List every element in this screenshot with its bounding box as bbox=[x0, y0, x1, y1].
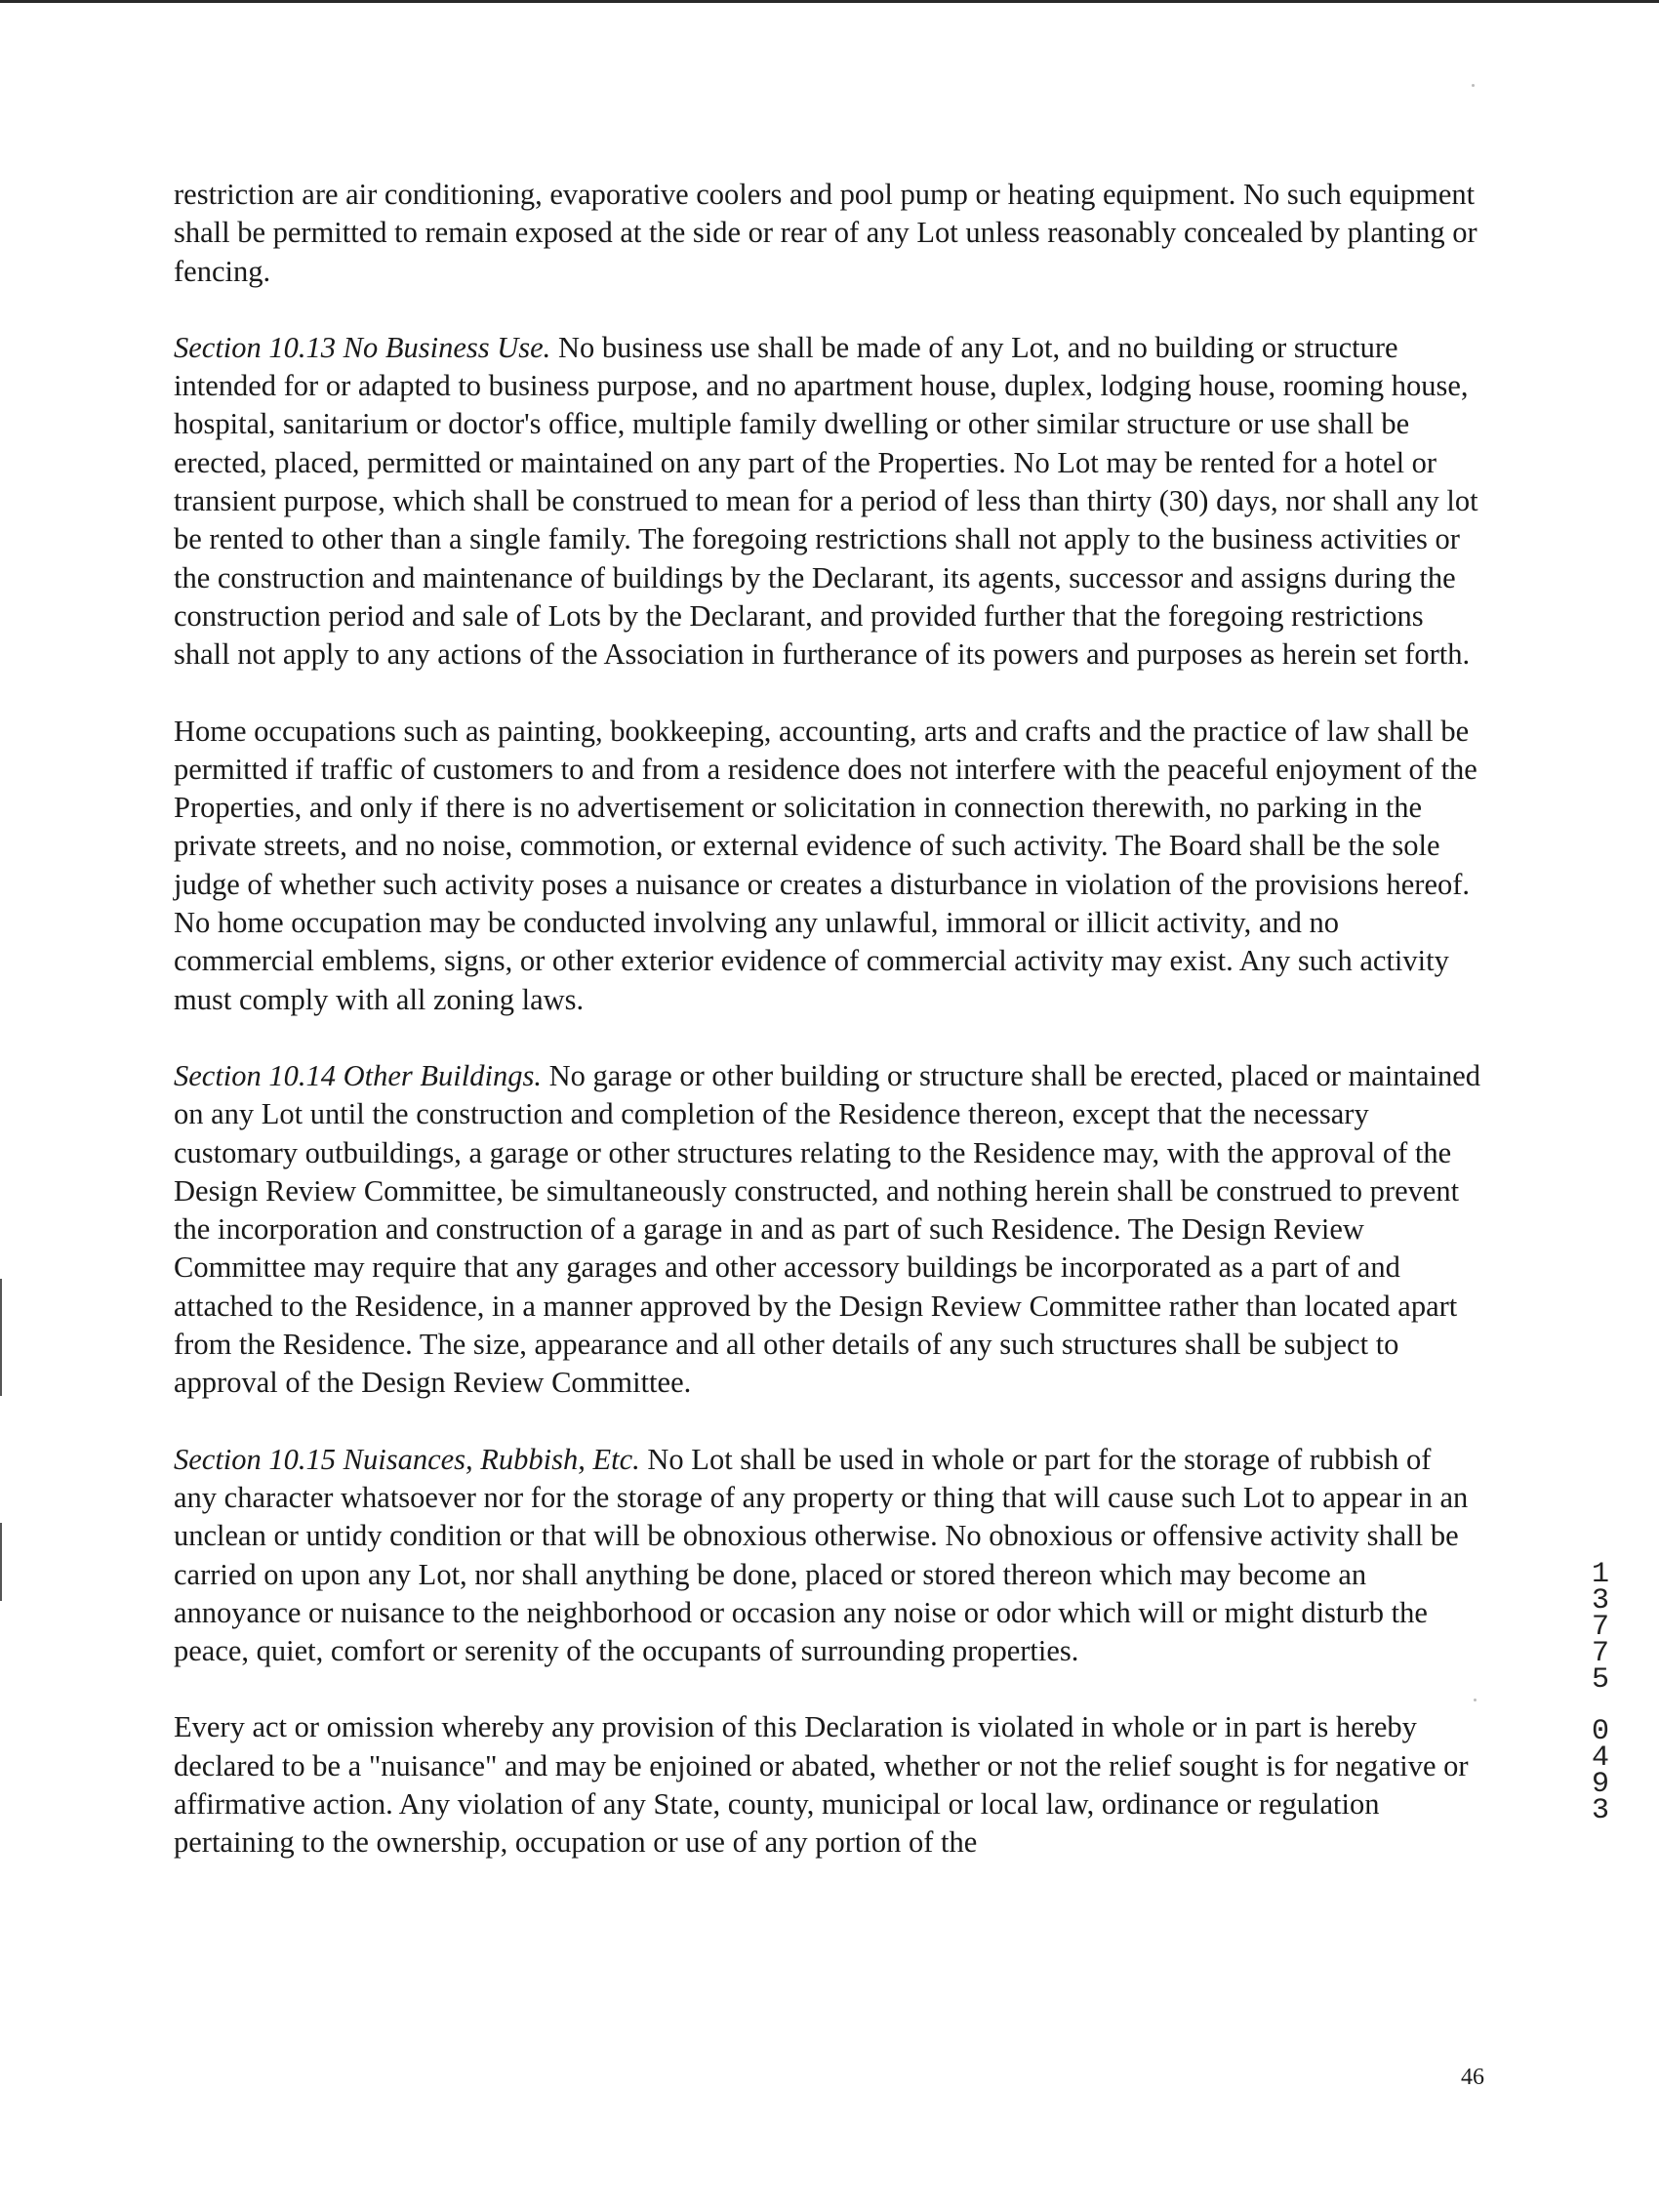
page-number: 46 bbox=[1461, 2065, 1484, 2090]
section-10-14-other-buildings bbox=[174, 1057, 1481, 1403]
scan-edge-mark bbox=[0, 1523, 2, 1601]
scan-edge-mark bbox=[0, 1279, 2, 1396]
recording-number-vertical bbox=[1586, 1558, 1615, 1827]
paragraph-equipment-restriction bbox=[174, 176, 1481, 291]
section-body: No garage or other building or structure shall be erected, placed or maintained on any Lot until the construction and completion of the Residence thereon, except that the necessary customary outbuildings, a garage or other structures relating to the Residence may, with the approval of the Design Review Committee, be simultaneously constructed, and nothing herein shall be construed to prevent the incorporation and construction of a garage in and as part of such Residence. The Design Review Committee may require that any garages and other accessory buildings be incorporated as a part of and attached to the Residence, in a manner approved by the Design Review Committee rather than located apart from the Residence. The size, appearance and all other details of any such structures shall be subject to approval of the Design Review Committee. bbox=[174, 1058, 1481, 1400]
paragraph-home-occupations bbox=[174, 713, 1481, 1019]
section-10-13-no-business-use bbox=[174, 329, 1481, 675]
paragraph-body: Every act or omission whereby any provision of this Declaration is violated in whole or in part is hereby declared to be a "nuisance" and may be enjoined or abated, whether or not the relief sought is for negative or affirmative action. Any violation of any State, county, municipal or local law, ordinance or regulation pertaining to the ownership, occupation or use of any portion of the bbox=[174, 1710, 1469, 1860]
document-page bbox=[174, 176, 1481, 1901]
paragraph-nuisance-definition bbox=[174, 1708, 1481, 1862]
scan-top-border bbox=[0, 0, 1659, 3]
section-body: No Lot shall be used in whole or part for the storage of rubbish of any character whatsoever nor for the storage of any property or thing that will cause such Lot to appear in an unclean or untidy condition or that will be obnoxious otherwise. No obnoxious or offensive activity shall be carried on upon any Lot, nor shall anything be done, placed or stored thereon which may become an annoyance or nuisance to the neighborhood or occasion any noise or odor which will or might disturb the peace, quiet, comfort or serenity of the occupants of surrounding properties. bbox=[174, 1442, 1469, 1668]
section-body: No business use shall be made of any Lot, and no building or structure intended for or adapted to business purpose, and no apartment house, duplex, lodging house, rooming house, hospital, sanitarium or doctor's office, multiple family dwelling or other similar structure or use shall be erected, placed, permitted or maintained on any part of the Properties. No Lot may be rented for a hotel or transient purpose, which shall be construed to mean for a period of less than thirty (30) days, nor shall any lot be rented to other than a single family. The foregoing restrictions shall not apply to the business activities or the construction and maintenance of buildings by the Declarant, its agents, successor and assigns during the construction period and sale of Lots by the Declarant, and provided further that the foregoing restrictions shall not apply to any actions of the Association in furtherance of its powers and purposes as herein set forth. bbox=[174, 330, 1478, 672]
section-10-15-nuisances-rubbish bbox=[174, 1441, 1481, 1671]
paragraph-body: Home occupations such as painting, bookkeeping, accounting, arts and crafts and the practice of law shall be permitted if traffic of customers to and from a residence does not interfere with the peaceful enjoyment of the Properties, and only if there is no advertisement or solicitation in connection therewith, no parking in the private streets, and no noise, commotion, or external evidence of such activity. The Board shall be the sole judge of whether such activity poses a nuisance or creates a disturbance in violation of the provisions hereof. No home occupation may be conducted involving any unlawful, immoral or illicit activity, and no commercial emblems, signs, or other exterior evidence of commercial activity may exist. Any such activity must comply with all zoning laws. bbox=[174, 714, 1477, 1016]
scan-speck bbox=[1472, 84, 1475, 87]
section-heading: Section 10.14 Other Buildings. bbox=[174, 1058, 542, 1092]
recording-number-part1: 13775 bbox=[1591, 1558, 1609, 1697]
recording-number-part2: 0493 bbox=[1591, 1715, 1609, 1827]
paragraph-body: restriction are air conditioning, evaporative coolers and pool pump or heating equipment. No such equipment shall be permitted to remain exposed at the side or rear of any Lot unless reasonably concealed by planting or fencing. bbox=[174, 178, 1477, 288]
section-heading: Section 10.15 Nuisances, Rubbish, Etc. bbox=[174, 1442, 640, 1476]
section-heading: Section 10.13 No Business Use. bbox=[174, 330, 551, 364]
